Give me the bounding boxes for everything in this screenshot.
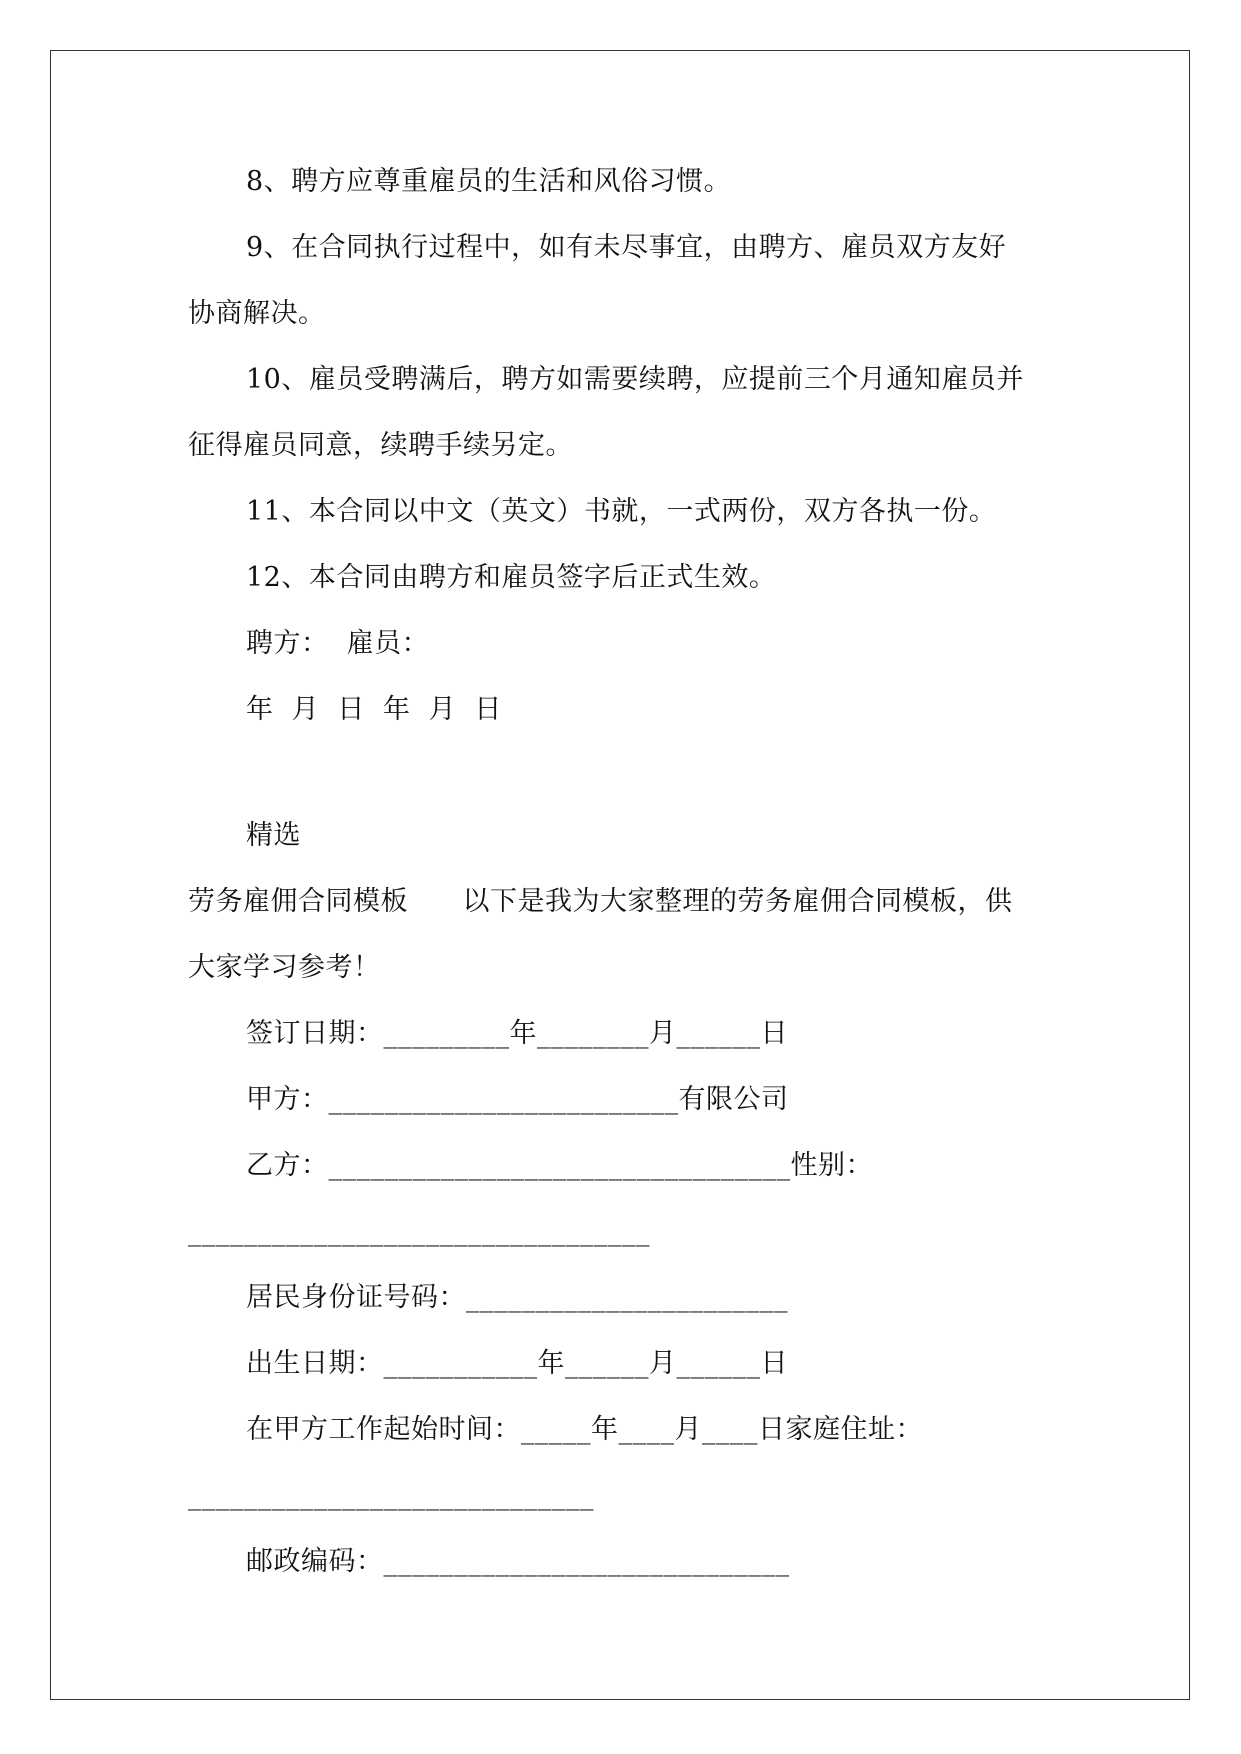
clause-10-line-2: 征得雇员同意，续聘手续另定。 [188, 430, 573, 461]
signature-dates: 年 月 日 年 月 日 [246, 694, 502, 725]
address-blank: _____________________________ [188, 1480, 594, 1511]
clause-12: 12、本合同由聘方和雇员签字后正式生效。 [246, 562, 777, 593]
id-number-field: 居民身份证号码：_______________________ [246, 1282, 788, 1313]
intro-line-1: 劳务雇佣合同模板 以下是我为大家整理的劳务雇佣合同模板，供 [188, 886, 1013, 917]
signing-date-field: 签订日期：_________年________月______日 [246, 1018, 788, 1049]
birth-date-field: 出生日期：___________年______月______日 [246, 1348, 788, 1379]
party-a-field: 甲方：_________________________有限公司 [246, 1084, 789, 1115]
clause-8: 8、聘方应尊重雇员的生活和风俗习惯。 [246, 166, 732, 197]
postal-code-field: 邮政编码：_____________________________ [246, 1546, 790, 1577]
start-date-address-field: 在甲方工作起始时间：_____年____月____日家庭住址： [246, 1414, 923, 1445]
intro-line-2: 大家学习参考！ [188, 952, 381, 983]
signature-parties: 聘方： 雇员： [246, 628, 430, 659]
gender-blank: _________________________________ [188, 1216, 650, 1247]
party-b-field: 乙方：_________________________________性别： [246, 1150, 873, 1181]
clause-11: 11、本合同以中文（英文）书就，一式两份，双方各执一份。 [246, 496, 997, 527]
section-label: 精选 [246, 820, 301, 851]
clause-10-line-1: 10、雇员受聘满后，聘方如需要续聘，应提前三个月通知雇员并 [246, 364, 1024, 395]
clause-9-line-1: 9、在合同执行过程中，如有未尽事宜，由聘方、雇员双方友好 [246, 232, 1007, 263]
clause-9-line-2: 协商解决。 [188, 298, 326, 329]
